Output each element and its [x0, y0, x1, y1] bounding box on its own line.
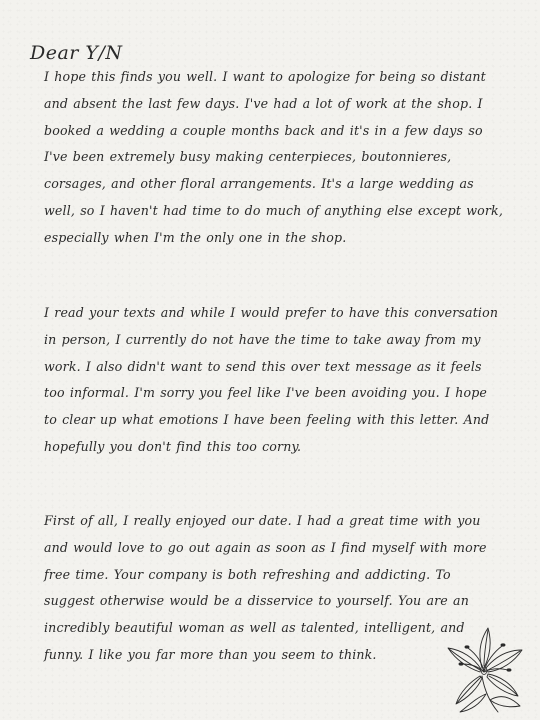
- letter-paragraph-1: I hope this finds you well. I want to apologize for being so distant and absent the last few days. I've had a lot of work at the shop. I booked a wedding a couple months back and it's in a few days so I've been extremely busy making centerpieces, boutonnieres, corsages, and other floral arrangements. It's a large wedding as well, so I haven't had time to do much of anything else except work, especially when I'm the only one in the shop.: [44, 69, 503, 245]
- letter-paragraph-2: I read your texts and while I would prefer to have this conversation in person, I currently do not have the time to take away from my work. I also didn't want to send this over text message as it feels too informal. I'm sorry you feel like I've been avoiding you. I hope to clear up what emotions I have been feeling with this letter. And hopefully you don't find this too corny.: [44, 305, 499, 454]
- letter-greeting: Dear Y/N: [30, 42, 123, 64]
- lily-flower-icon: [438, 618, 528, 714]
- letter-paragraph-3: First of all, I really enjoyed our date. I had a great time with you and would love to go out again as soon as I find myself with more free time. Your company is both refreshing and addicting. To suggest otherwise would be a disservice to yourself. You are an incredibly beautiful woman as well as talented, intelligent, and funny. I like you far more than you seem to think.: [44, 513, 487, 662]
